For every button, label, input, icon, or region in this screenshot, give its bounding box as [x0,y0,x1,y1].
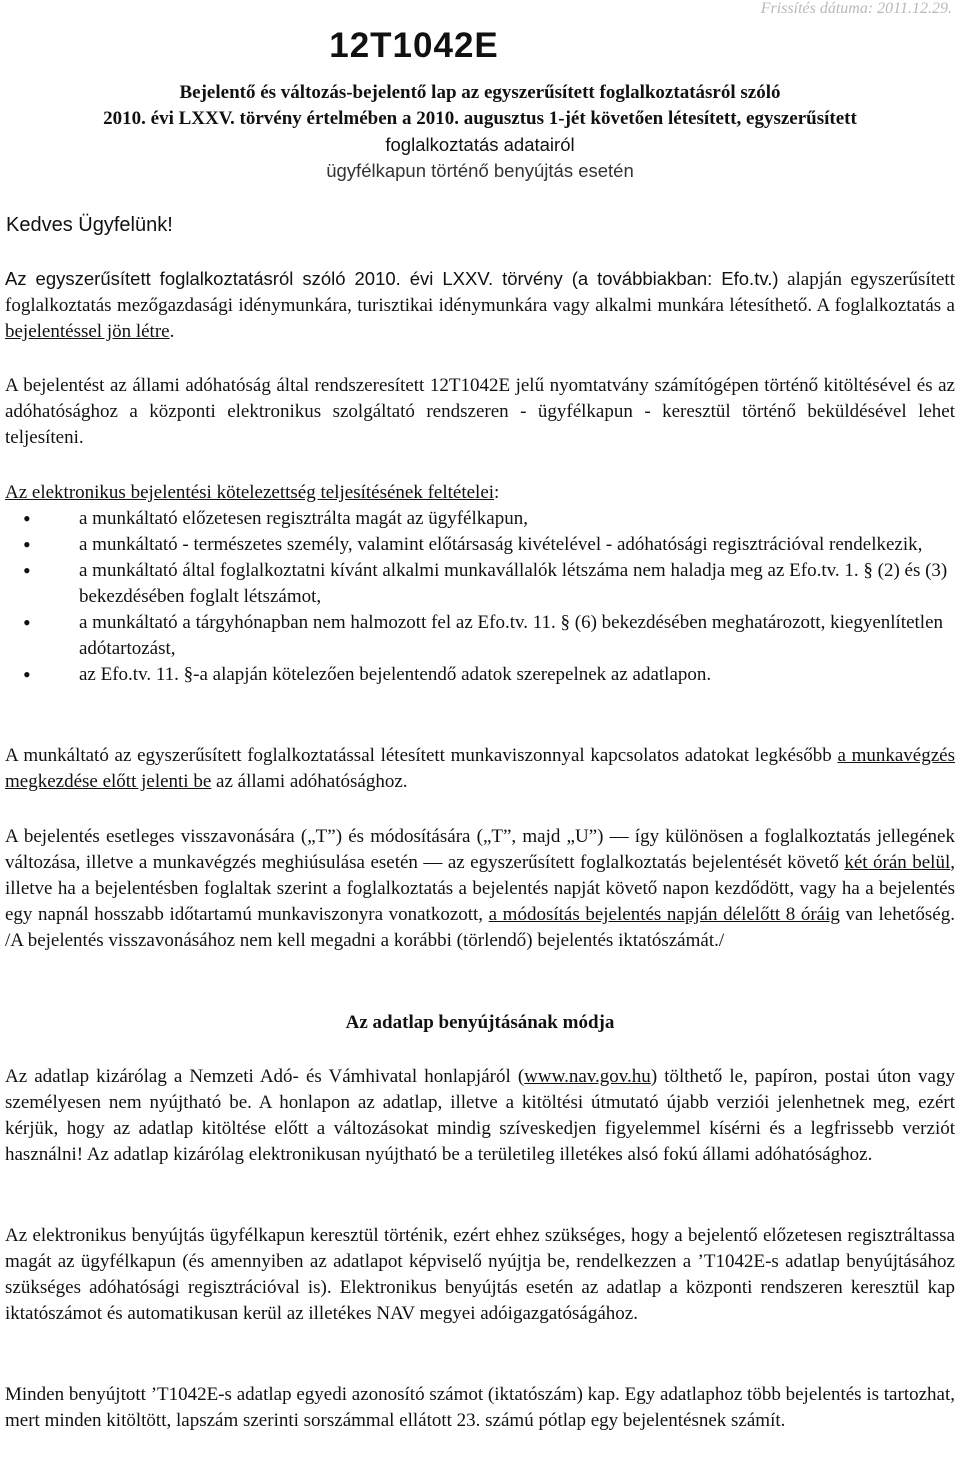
form-code-title [0,26,960,66]
conditions-heading-colon: : [494,482,500,503]
deadline-paragraph [5,743,955,795]
intro-rest: alapján egyszerűsített foglalkoztatás mezőgazdasági idénymunkára, turisztikai idénymunkára vagy alkalmi munkára létesíthető. A foglalkoztatás a [5,269,955,316]
list-item: • a munkáltató a tárgyhónapban nem halmozott fel az Efo.tv. 11. § (6) bekezdésében meghatározott, kiegyenlítetlen adótartozást, [5,610,955,662]
deadline-text-a: A munkáltató az egyszerűsített foglalkoztatással létesített munkaviszonnyal kapcsolatos adatokat legkésőbb [5,745,838,766]
download-text-a: Az adatlap kizárólag a Nemzeti Adó- és Vámhivatal honlapjáról ( [5,1066,525,1087]
list-item: • az Efo.tv. 11. §-a alapján kötelezően bejelentendő adatok szerepelnek az adatlapon. [5,662,955,688]
electronic-submission-paragraph: Az elektronikus benyújtás ügyfélkapun keresztül történik, ezért ehhez szükséges, hogy a bejelentő előzetesen regisztráltassa magát az ügyfélkapun (és amennyiben az adatlapot képviselő nyújtja be, rendelkezzen a ’T1042E-s adatlap benyújtásához szükséges adóhatósági regisztrációval is). Elektronikus benyújtás esetén az adatlap a központi rendszeren keresztül kap iktatószámot és automatikusan kerül az illetékes NAV megyei adóigazgatóságához. [5,1225,955,1324]
document-title [0,80,960,184]
registration-number-paragraph: Minden benyújtott ’T1042E-s adatlap egyedi azonosító számot (iktatószám) kap. Egy adatlaphoz több bejelentés is tartozhat, mert minden kitöltött, lapszám szerinti sorszámmal ellátott 23. számú pótlap egy bejelentésnek számít. [5,1384,955,1431]
conditions-section [5,480,955,688]
download-text-b: ) tölthető le, papíron, postai úton vagy személyesen nem nyújtható be. A honlapon az adatlap, illetve a kitöltési útmutató újabb verziói jelenhetnek meg, ezért kérjük, hogy az adatlap kitöltése előtt a változásokat mindig szíveskedjen figyelemmel kísérni és a legfrissebb verziót használni! Az adatlap kizárólag elektronikusan nyújtható be a területileg illetékes alsó fokú állami adóhatósághoz. [5,1066,955,1165]
withdrawal-underlined-2: a módosítás bejelentés napján délelőtt 8 óráig [488,904,840,925]
intro-underlined: bejelentéssel jön létre [5,321,170,342]
conditions-heading-text: Az elektronikus bejelentési kötelezettség teljesítésének feltételei [5,482,495,503]
deadline-underlined: a munkavégzés megkezdése előtt jelenti be [5,745,955,792]
withdrawal-underlined-1: két órán belül [844,852,951,873]
form-code-text: 12T1042E [329,26,499,65]
title-line-1: Bejelentő és változás-bejelentő lap az egyszerűsített foglalkoztatásról szóló [179,82,781,103]
intro-first-line: Az egyszerűsített foglalkoztatásról szóló 2010. évi LXXV. törvény (a továbbiakban: Efo.tv.) [5,268,779,289]
nav-website-link[interactable]: www.nav.gov.hu [524,1066,651,1087]
submission-paragraph: A bejelentést az állami adóhatóság által rendszeresített 12T1042E jelű nyomtatvány számítógépen történő kitöltésével és az adóhatósághoz a központi elektronikus szolgáltató rendszeren - ügyfélkapun - keresztül történő beküldésével lehet teljesíteni. [5,375,955,448]
conditions-heading [5,480,955,506]
greeting: Kedves Ügyfelünk! [6,214,173,236]
title-line-3: foglalkoztatás adatairól [385,134,575,155]
list-item: • a munkáltató által foglalkoztatni kívánt alkalmi munkavállalók létszáma nem haladja meg az Efo.tv. 1. § (2) és (3) bekezdésében foglalt létszámot, [5,558,955,610]
update-date: Frissítés dátuma: 2011.12.29. [760,0,952,17]
withdrawal-text-b: , illetve ha a bejelentésben foglaltak szerint a foglalkoztatás a bejelentés napját követő napon kezdődött, vagy ha a bejelentés egy napnál hosszabb időtartamú munkaviszonyra vonatkozott, [5,852,955,925]
section-heading: Az adatlap benyújtásának módja [345,1012,615,1033]
withdrawal-text-c: van lehetőség. /A bejelentés visszavonásához nem kell megadni a korábbi (törlendő) bejelentés iktatószámát./ [5,904,955,951]
document-subtitle: ügyfélkapun történő benyújtás esetén [326,160,634,181]
download-paragraph [5,1064,955,1168]
list-item: • a munkáltató előzetesen regisztrálta magát az ügyfélkapun, [5,506,955,532]
intro-paragraph [5,266,955,345]
intro-end: . [169,321,175,342]
withdrawal-text-a: A bejelentés esetleges visszavonására („T”) és módosítására („T”, majd „U”) — így különösen a foglalkoztatás jellegének változása, illetve a munkavégzés meghiúsulása esetén — az egyszerűsített foglalkoztatás bejelentését követő [5,826,955,873]
title-line-2: 2010. évi LXXV. törvény értelmében a 2010. augusztus 1-jét követően létesített, egyszerűsített [103,108,857,129]
conditions-list [5,506,955,688]
list-item: • a munkáltató - természetes személy, valamint előtársaság kivételével - adóhatósági regisztrációval rendelkezik, [5,532,955,558]
withdrawal-paragraph [5,824,955,954]
deadline-text-b: az állami adóhatósághoz. [211,771,408,792]
